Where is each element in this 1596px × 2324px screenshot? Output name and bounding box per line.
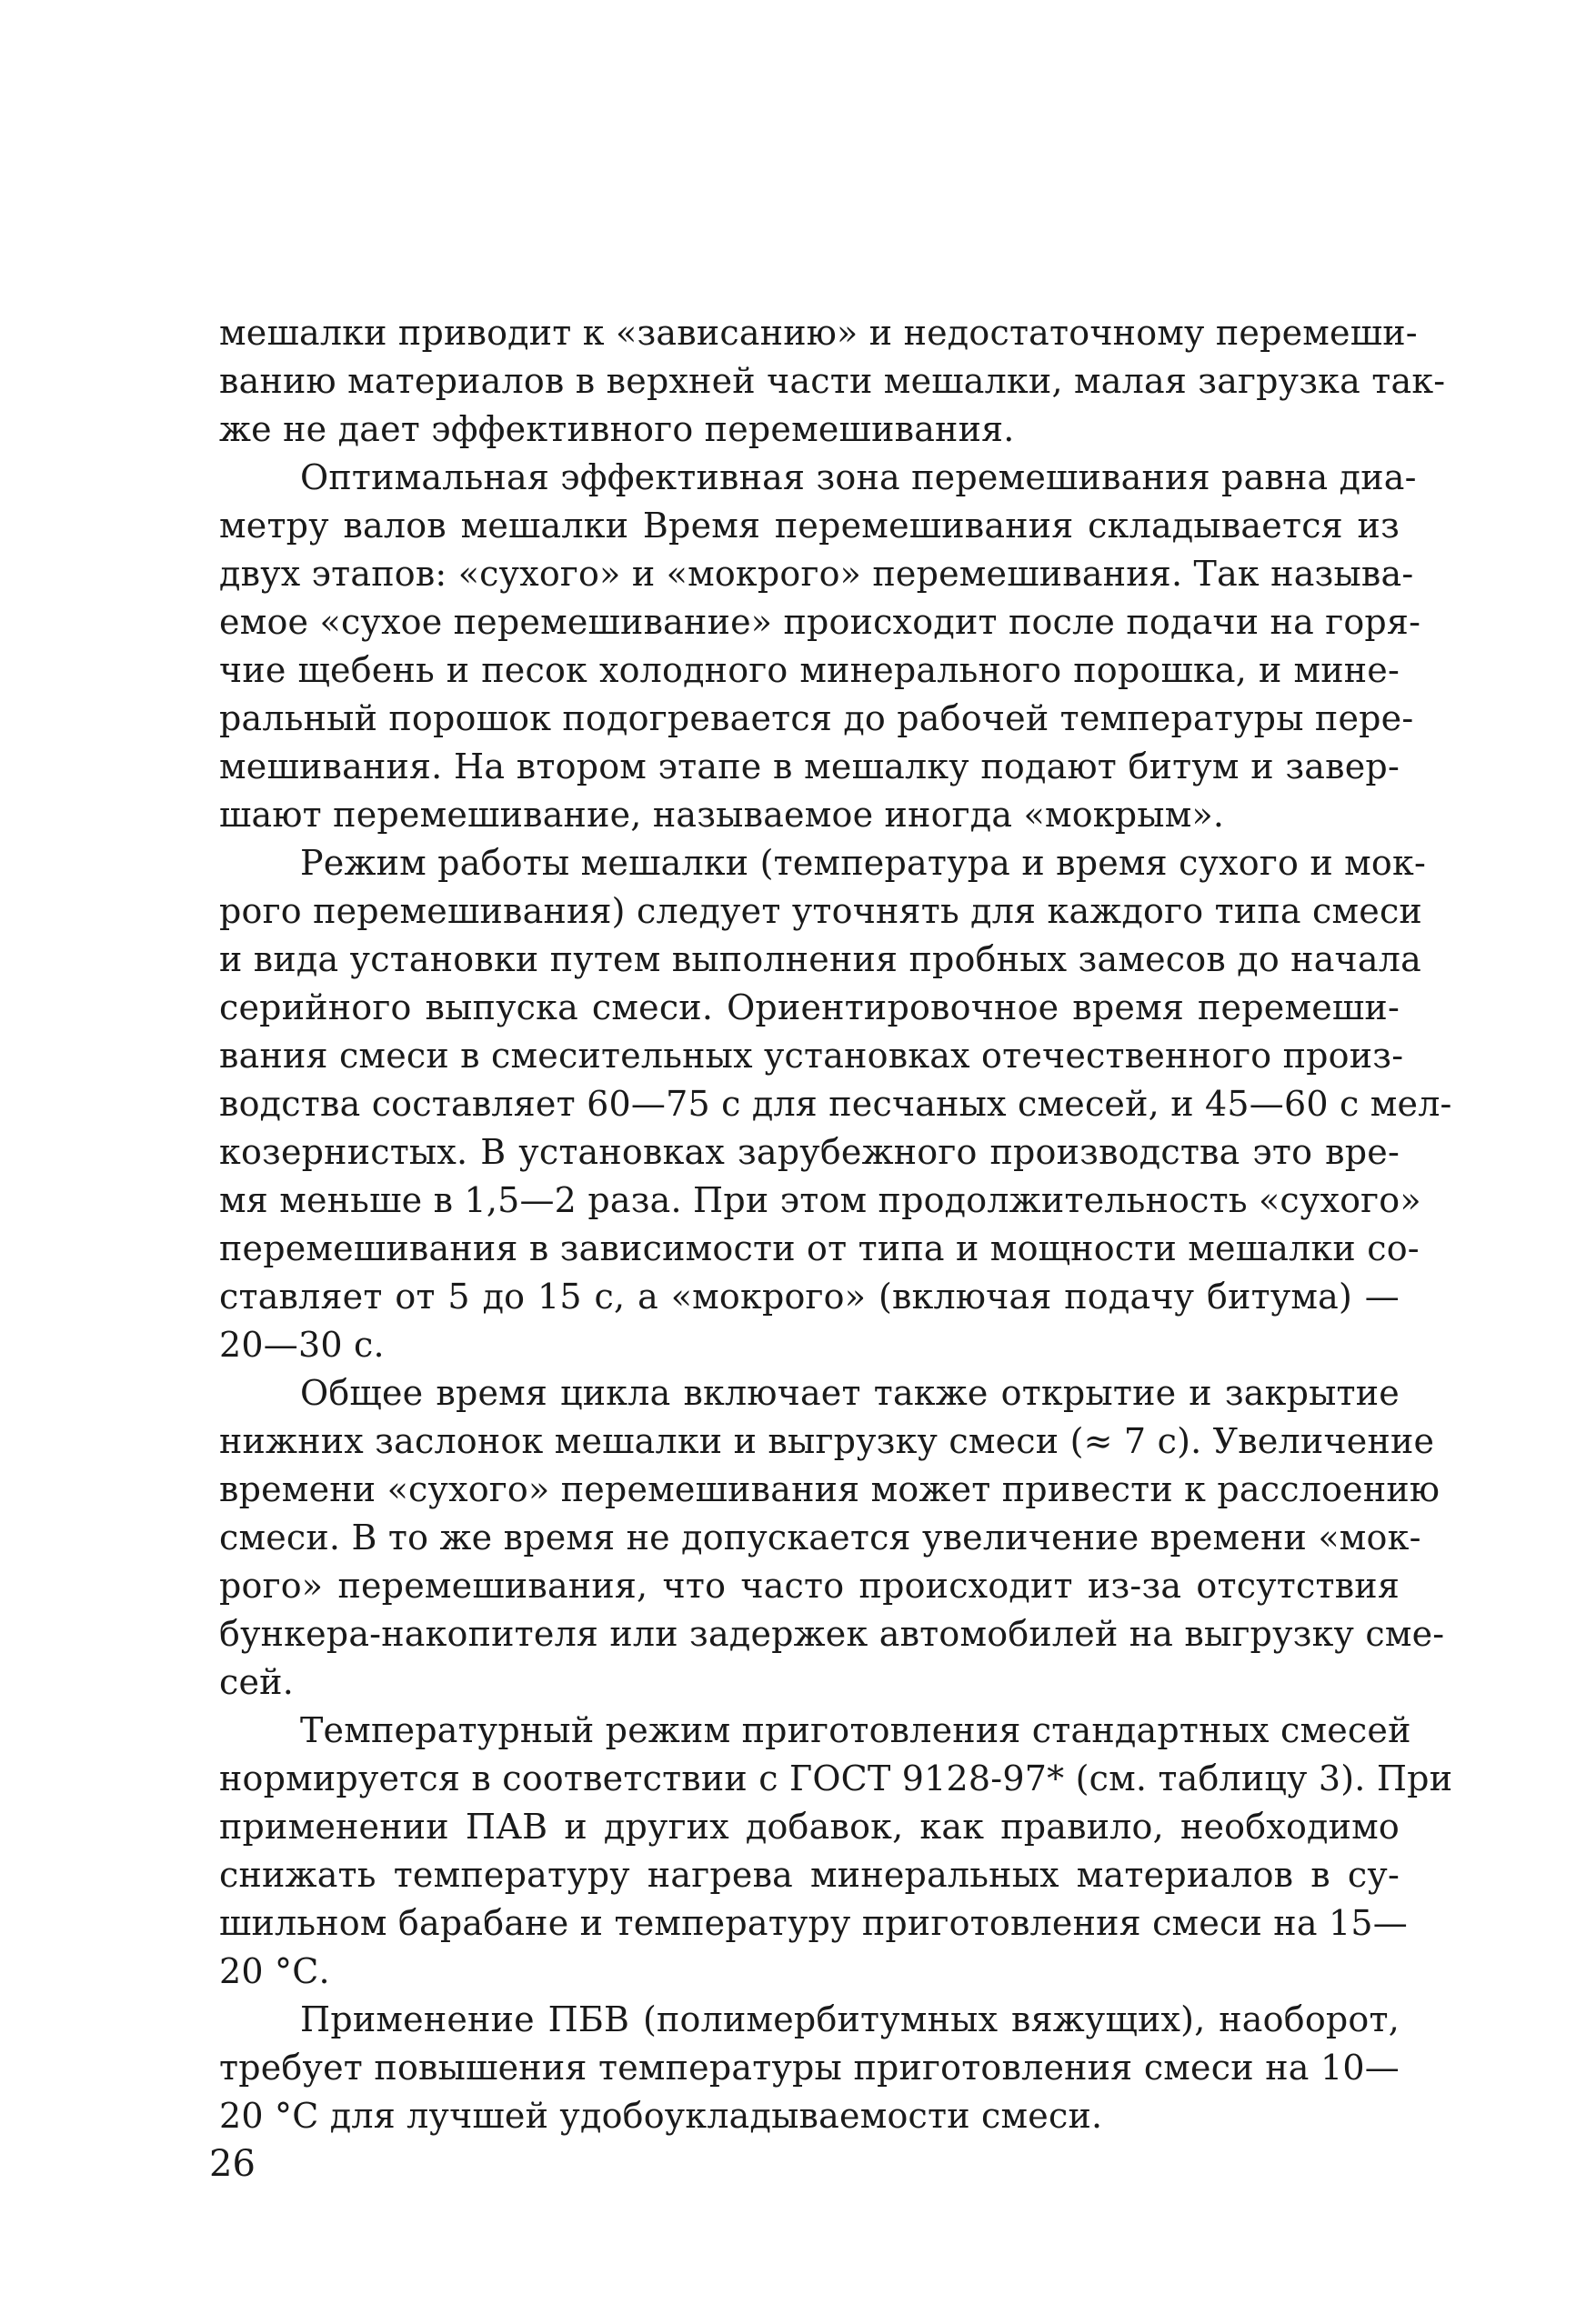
text-line: емое «сухое перемешивание» происходит после подачи на горя- [219, 602, 1421, 642]
text-line: ванию материалов в верхней части мешалки, малая загрузка так- [219, 361, 1446, 401]
text-line: же не дает эффективного перемешивания. [219, 409, 1015, 449]
paragraph-start-line: Оптимальная эффективная зона перемешивания равна диа- [300, 457, 1417, 497]
paragraph-start-line: Применение ПБВ (полимербитумных вяжущих), наоборот, [300, 1999, 1400, 2039]
text-line: козернистых. В установках зарубежного производства это вре- [219, 1132, 1400, 1172]
paragraph-start-line: Общее время цикла включает также открытие и закрытие [300, 1373, 1400, 1413]
text-line: чие щебень и песок холодного минерального порошка, и мине- [219, 650, 1400, 690]
text-line: шильном барабане и температуру приготовления смеси на 15— [219, 1903, 1408, 1943]
text-line: смеси. В то же время не допускается увеличение времени «мок- [219, 1518, 1421, 1558]
text-line: применении ПАВ и других добавок, как правило, необходимо [219, 1807, 1400, 1847]
text-line: мешивания. На втором этапе в мешалку подают битум и завер- [219, 746, 1400, 786]
text-line: 20—30 с. [219, 1325, 385, 1365]
text-line: требует повышения температуры приготовления смеси на 10— [219, 2048, 1400, 2088]
text-line: рого перемешивания) следует уточнять для каждого типа смеси [219, 891, 1422, 931]
text-line: мя меньше в 1,5—2 раза. При этом продолжительность «сухого» [219, 1180, 1421, 1220]
text-line: нижних заслонок мешалки и выгрузку смеси (≈ 7 с). Увеличение [219, 1421, 1435, 1461]
text-line: 20 °С. [219, 1951, 330, 1991]
text-line: и вида установки путем выполнения пробных замесов до начала [219, 939, 1421, 979]
text-line: бункера-накопителя или задержек автомобилей на выгрузку сме- [219, 1614, 1445, 1654]
text-line: рого» перемешивания, что часто происходит из-за отсутствия [219, 1566, 1400, 1606]
text-line: водства составляет 60—75 с для песчаных смесей, и 45—60 с мел- [219, 1084, 1452, 1124]
text-line: нормируется в соответствии с ГОСТ 9128-97* (см. таблицу 3). При [219, 1758, 1453, 1798]
text-line: серийного выпуска смеси. Ориентировочное время перемеши- [219, 987, 1400, 1027]
paragraph-start-line: Температурный режим приготовления стандартных смесей [300, 1710, 1411, 1750]
paragraph-start-line: Режим работы мешалки (температура и время сухого и мок- [300, 843, 1426, 883]
text-line: перемешивания в зависимости от типа и мощности мешалки со- [219, 1228, 1420, 1268]
page-number: 26 [209, 2143, 256, 2185]
text-line: метру валов мешалки Время перемешивания складывается из [219, 506, 1400, 546]
text-line: шают перемешивание, называемое иногда «мокрым». [219, 795, 1225, 835]
text-line: вания смеси в смесительных установках отечественного произ- [219, 1036, 1404, 1076]
text-line: времени «сухого» перемешивания может привести к расслоению [219, 1469, 1440, 1509]
text-line: снижать температуру нагрева минеральных материалов в су- [219, 1855, 1400, 1895]
text-line: мешалки приводит к «зависанию» и недостаточному перемеши- [219, 313, 1418, 353]
text-line: 20 °С для лучшей удобоукладываемости смеси. [219, 2096, 1103, 2136]
text-line: ральный порошок подогревается до рабочей температуры пере- [219, 698, 1414, 738]
text-line: ставляет от 5 до 15 с, а «мокрого» (включая подачу битума) — [219, 1277, 1400, 1317]
body-text [219, 309, 1453, 2140]
text-line: двух этапов: «сухого» и «мокрого» перемешивания. Так называ- [219, 554, 1414, 594]
text-line: сей. [219, 1662, 294, 1702]
